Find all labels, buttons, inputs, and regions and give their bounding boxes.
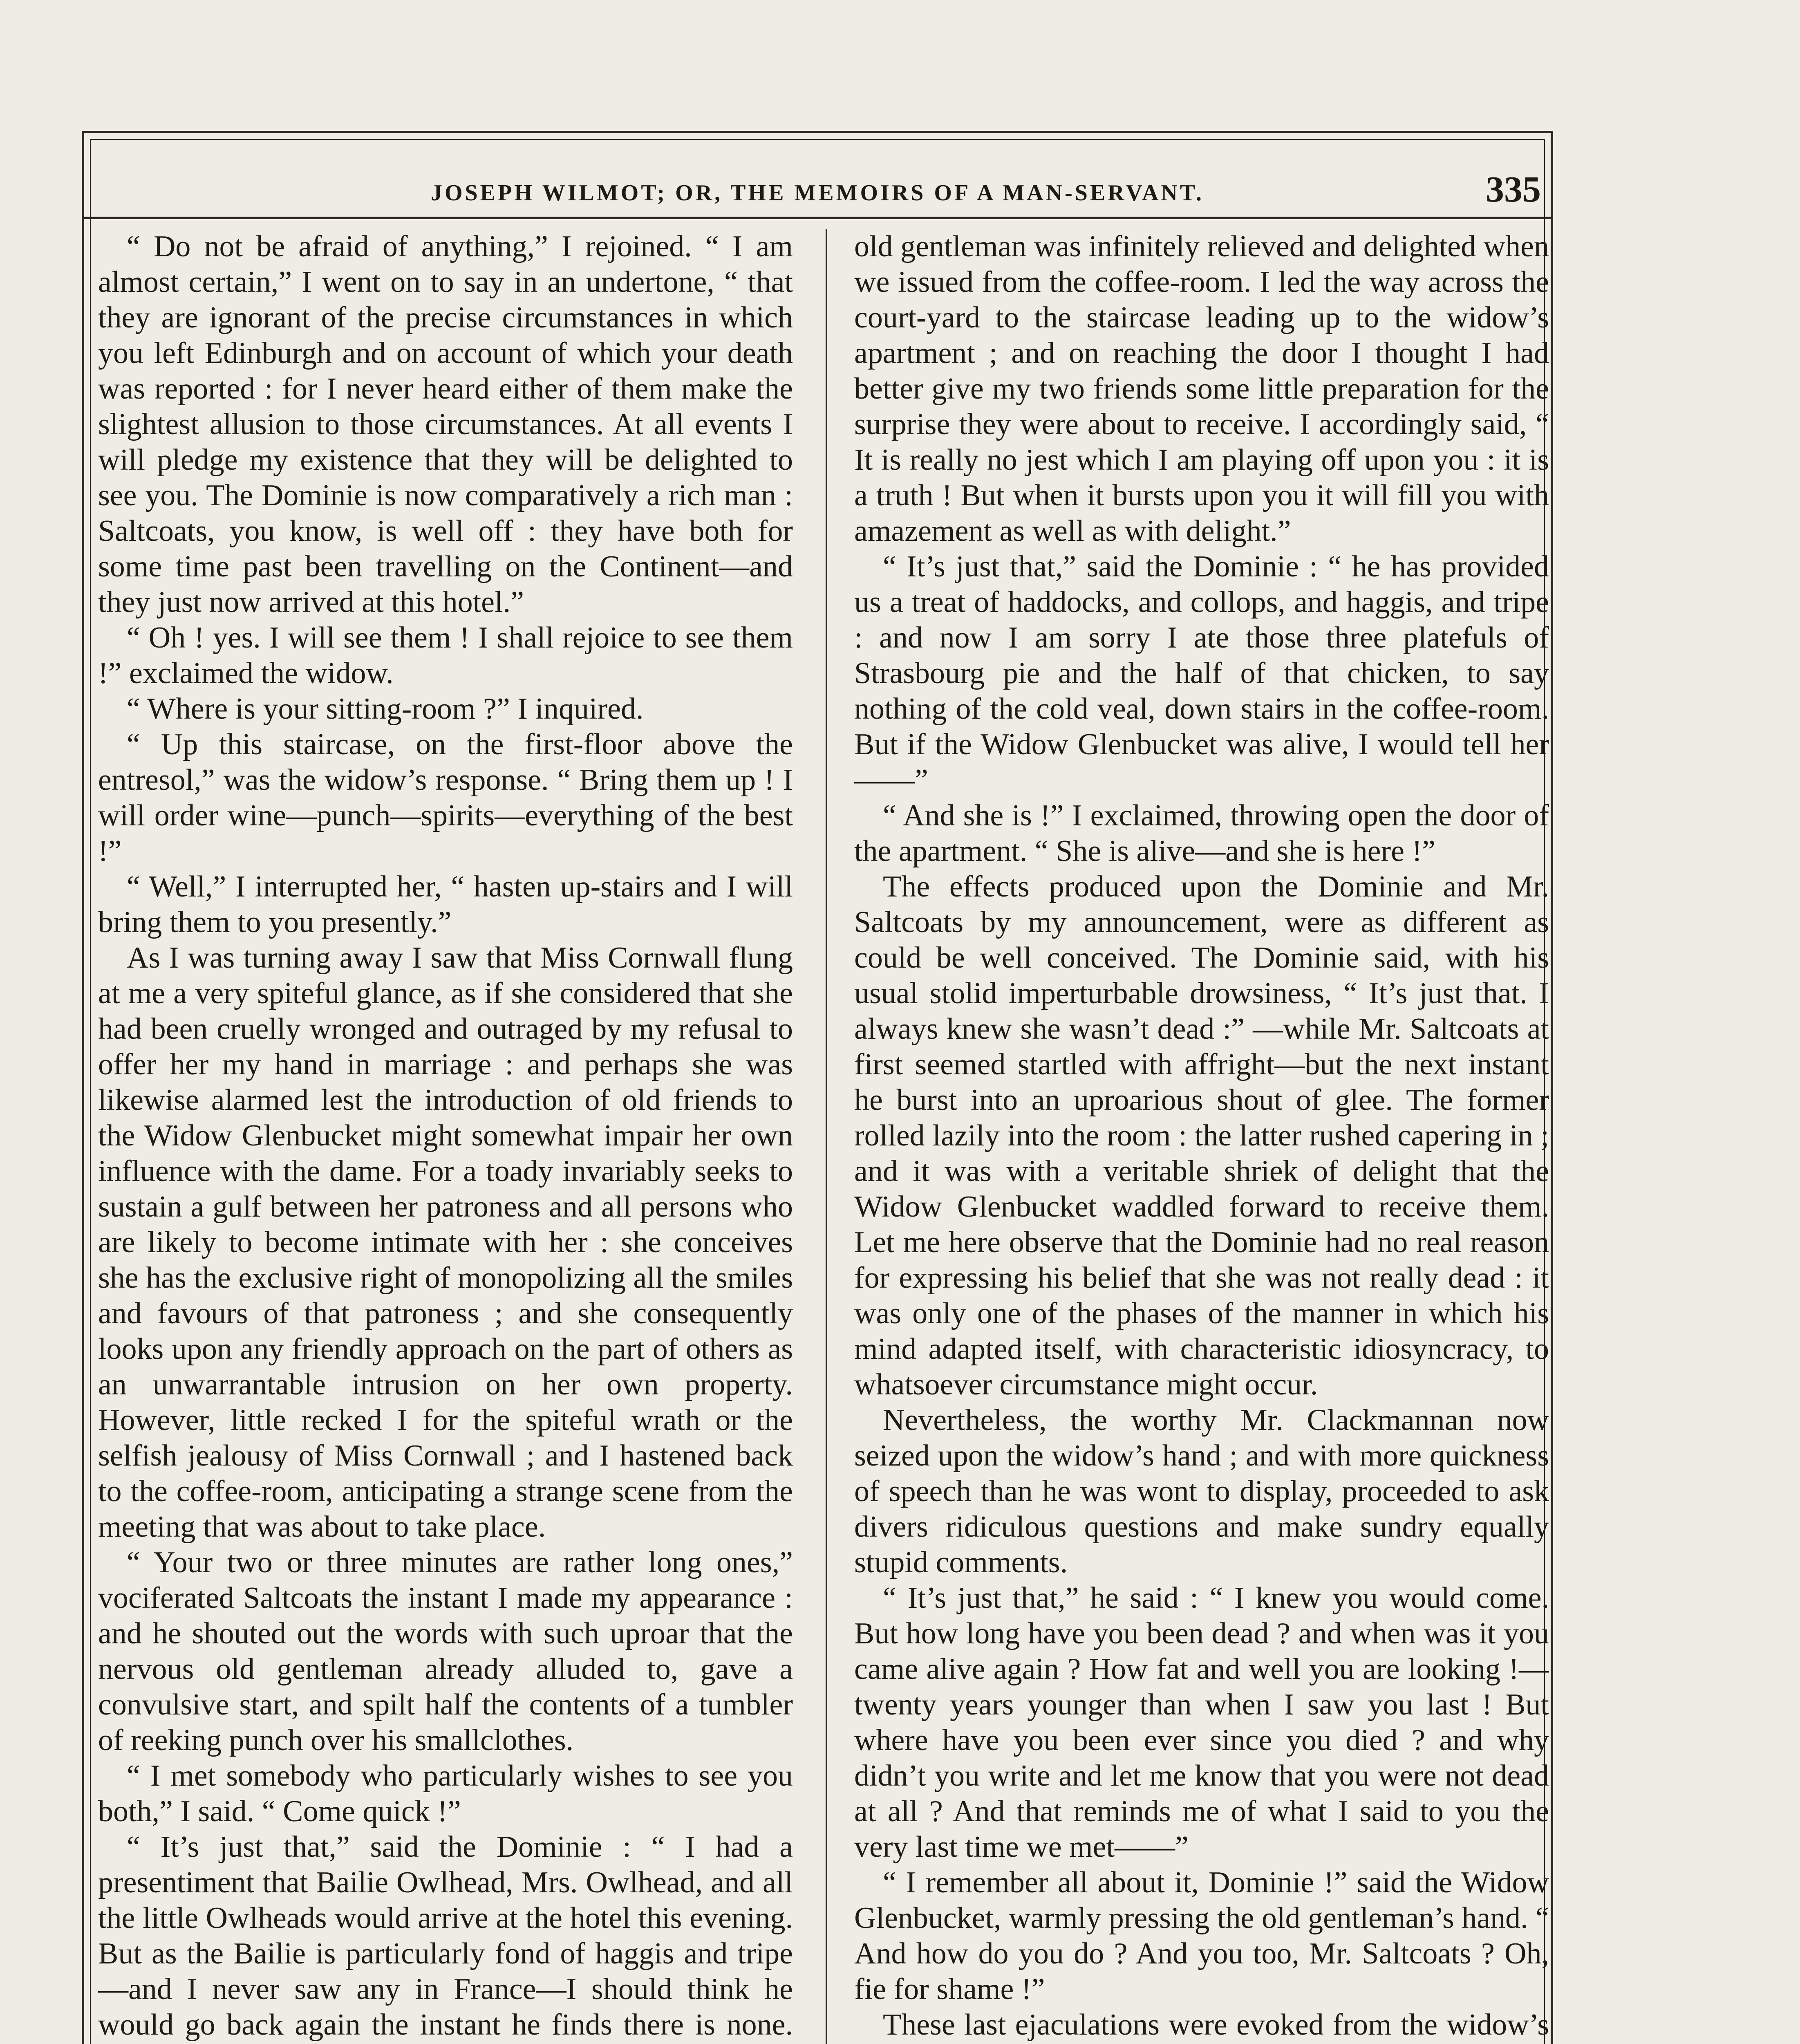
paragraph: These last ejaculations were evoked from the widow’s xyxy=(883,2008,1549,2042)
left-column xyxy=(98,229,793,2044)
right-column xyxy=(854,229,1549,2044)
paragraph: “ Do not be afraid of anything,” I rejoined. “ I am almost certain,” I went on to say in an undertone, “ that they are ignorant of the precise circumstances in which you left Edinburgh and on account of which your death was reported : for I never heard either of them make the slightest allusion to those circumstances. At all events I will pledge my existence that they will be delighted to see you. The Dominie is now comparatively a rich man : Saltcoats, you know, is well off : they have both for some time past been travelling on the Continent—and they just now arrived at this hotel.” xyxy=(98,230,793,619)
paragraph: “ I met somebody who particularly wishes to see you both,” I said. “ Come quick !” xyxy=(98,1759,793,1828)
paragraph: “ It’s just that,” said the Dominie : “ I had a presentiment that Bailie Owlhead, Mrs. Owlhead, and all the little Owlheads would arrive at the hotel this evening. But as the Bailie is particularly fond of haggis and tripe—and I never saw any in France—I should think he would go back again the instant he finds there is none. xyxy=(98,1830,793,2042)
page-header xyxy=(82,164,1553,219)
paragraph: “ Well,” I interrupted her, “ hasten up-stairs and I will bring them to you presently.” xyxy=(98,870,793,939)
paragraph: “ Your two or three minutes are rather long ones,” vociferated Saltcoats the instant I made my appearance : and he shouted out the words with such uproar that the nervous old gentleman already alluded to, gave a convulsive start, and spilt half the contents of a tumbler of reeking punch over his smallclothes. xyxy=(98,1546,793,1757)
paragraph: “ Oh ! yes. I will see them ! I shall rejoice to see them !” exclaimed the widow. xyxy=(98,621,793,690)
paragraph: “ It’s just that,” he said : “ I knew you would come. But how long have you been dead ? and when was it you came alive again ? How fat and well you are looking !—twenty years younger than when I saw you last ! But where have you been ever since you died ? and why didn’t you write and let me know that you were not dead at all ? And that reminds me of what I said to you the very last time we met——” xyxy=(854,1581,1549,1864)
paragraph: “ Where is your sitting-room ?” I inquired. xyxy=(127,692,644,726)
column-divider xyxy=(826,229,827,2044)
paragraph: The effects produced upon the Dominie and Mr. Saltcoats by my announcement, were as different as could be well conceived. The Dominie said, with his usual stolid imperturbable drowsiness, “ It’s just that. I always knew she wasn’t dead :” —while Mr. Saltcoats at first seemed startled with affright—but the next instant he burst into an uproarious shout of glee. The former rolled lazily into the room : the latter rushed capering in ; and it was with a veritable shriek of delight that the Widow Glenbucket waddled forward to receive them. Let me here observe that the Dominie had no real reason for expressing his belief that she was not really dead : it was only one of the phases of the manner in which his mind adapted itself, with characteristic idiosyncracy, to whatsoever circumstance might occur. xyxy=(854,870,1549,1401)
paragraph: old gentleman was infinitely relieved and delighted when we issued from the coffee-room. I led the way across the court-yard to the staircase leading up to the widow’s apartment ; and on reaching the door I thought I had better give my two friends some little preparation for the surprise they were about to receive. I accordingly said, “ It is really no jest which I am playing off upon you : it is a truth ! But when it bursts upon you it will fill you with amazement as well as with delight.” xyxy=(854,230,1549,548)
paragraph: “ Up this staircase, on the first-floor above the entresol,” was the widow’s response. “ Bring them up ! I will order wine—punch—spirits—everything of the best !” xyxy=(98,728,793,868)
paragraph: Nevertheless, the worthy Mr. Clackmannan now seized upon the widow’s hand ; and with more quickness of speech than he was wont to display, proceeded to ask divers ridiculous questions and make sundry equally stupid comments. xyxy=(854,1403,1549,1579)
paragraph: “ And she is !” I exclaimed, throwing open the door of the apartment. “ She is alive—and she is here !” xyxy=(854,799,1549,868)
running-head: JOSEPH WILMOT; OR, THE MEMOIRS OF A MAN-SERVANT. xyxy=(430,180,1204,206)
paragraph: “ I remember all about it, Dominie !” said the Widow Glenbucket, warmly pressing the old gentleman’s hand. “ And how do you do ? And you too, Mr. Saltcoats ? Oh, fie for shame !” xyxy=(854,1866,1549,2006)
paragraph: As I was turning away I saw that Miss Cornwall flung at me a very spiteful glance, as if she considered that she had been cruelly wronged and outraged by my refusal to offer her my hand in marriage : and perhaps she was likewise alarmed lest the introduction of old friends to the Widow Glenbucket might somewhat impair her own influence with the dame. For a toady invariably seeks to sustain a gulf between her patroness and all persons who are likely to become intimate with her : she conceives she has the exclusive right of monopolizing all the smiles and favours of that patroness ; and she consequently looks upon any friendly approach on the part of others as an unwarrantable intrusion on her own property. However, little recked I for the spiteful wrath or the selfish jealousy of Miss Cornwall ; and I hastened back to the coffee-room, anticipating a strange scene from the meeting that was about to take place. xyxy=(98,941,793,1544)
paragraph: “ It’s just that,” said the Dominie : “ he has provided us a treat of haddocks, and collops, and haggis, and tripe : and now I am sorry I ate those three platefuls of Strasbourg pie and the half of that chicken, to say nothing of the cold veal, down stairs in the coffee-room. But if the Widow Glenbucket was alive, I would tell her——” xyxy=(854,550,1549,797)
page-number: 335 xyxy=(1486,169,1541,210)
